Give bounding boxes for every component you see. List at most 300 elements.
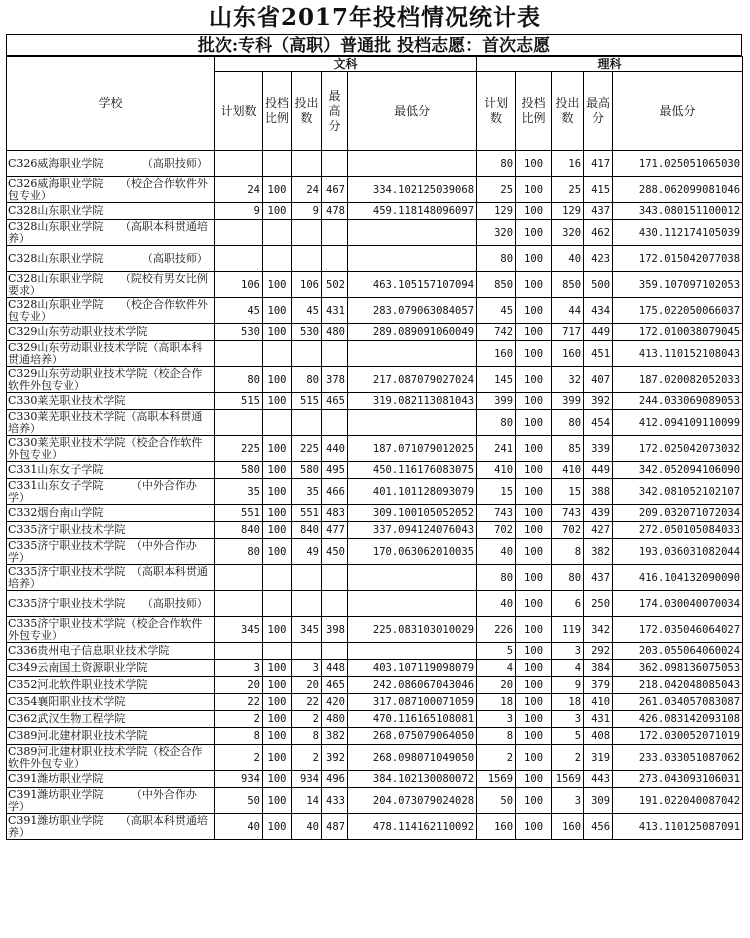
like-max-cell: 427: [584, 522, 613, 539]
like-out-cell: 3: [552, 643, 584, 660]
wenke-min-cell: [348, 643, 477, 660]
like-plan-cell: 702: [477, 522, 516, 539]
wenke-max-cell: 431: [322, 298, 348, 324]
like-max-cell: 408: [584, 728, 613, 745]
school-cell: C336贵州电子信息职业技术学院: [7, 643, 215, 660]
wenke-max-cell: 480: [322, 324, 348, 341]
wenke-out-cell: 3: [292, 660, 322, 677]
wenke-min-cell: [348, 341, 477, 367]
like-max-cell: 342: [584, 617, 613, 643]
wenke-out-cell: 49: [292, 539, 322, 565]
table-row: [7, 246, 743, 272]
like-out-cell: 5: [552, 728, 584, 745]
like-ratio-cell: 100: [516, 177, 552, 203]
like-min-cell: 416.104132090090: [613, 565, 743, 591]
table-row: [7, 393, 743, 410]
like-ratio-cell: 100: [516, 393, 552, 410]
school-cell: C335济宁职业技术学院 （中外合作办学）: [7, 539, 215, 565]
school-cell: C329山东劳动职业技术学院（校企合作软件外包专业）: [7, 367, 215, 393]
wenke-out-cell: [292, 341, 322, 367]
like-max-cell: 454: [584, 410, 613, 436]
like-min-cell: 203.055064060024: [613, 643, 743, 660]
wenke-ratio-cell: [263, 341, 292, 367]
like-min-cell: 244.033069089053: [613, 393, 743, 410]
like-plan-cell: 743: [477, 505, 516, 522]
like-min-cell: 362.098136075053: [613, 660, 743, 677]
wenke-min-cell: 319.082113081043: [348, 393, 477, 410]
like-header: 理科: [477, 57, 743, 72]
like-min-cell: 193.036031082044: [613, 539, 743, 565]
wenke-ratio-cell: 100: [263, 203, 292, 220]
like-ratio-cell: 100: [516, 565, 552, 591]
like-max-cell: 388: [584, 479, 613, 505]
like-out-cell: 1569: [552, 771, 584, 788]
wenke-out-cell: [292, 591, 322, 617]
wenke-out-cell: [292, 220, 322, 246]
school-cell: C332烟台南山学院: [7, 505, 215, 522]
wenke-ratio-header: 投档比例: [263, 72, 292, 151]
like-max-cell: 443: [584, 771, 613, 788]
wenke-min-cell: [348, 565, 477, 591]
wenke-ratio-cell: 100: [263, 677, 292, 694]
wenke-min-cell: 337.094124076043: [348, 522, 477, 539]
like-out-cell: 702: [552, 522, 584, 539]
like-max-cell: 309: [584, 788, 613, 814]
wenke-ratio-cell: 100: [263, 298, 292, 324]
wenke-ratio-cell: 100: [263, 272, 292, 298]
like-min-cell: 172.025042073032: [613, 436, 743, 462]
like-plan-cell: 241: [477, 436, 516, 462]
like-out-cell: 717: [552, 324, 584, 341]
like-plan-cell: 399: [477, 393, 516, 410]
page-title: 山东省2017年投档情况统计表: [208, 4, 541, 31]
wenke-ratio-cell: 100: [263, 660, 292, 677]
like-min-cell: 171.025051065030: [613, 151, 743, 177]
wenke-min-cell: 268.075079064050: [348, 728, 477, 745]
table-row: [7, 298, 743, 324]
wenke-min-cell: 401.101128093079: [348, 479, 477, 505]
like-ratio-cell: 100: [516, 677, 552, 694]
wenke-out-cell: 8: [292, 728, 322, 745]
wenke-min-cell: [348, 220, 477, 246]
like-out-cell: 18: [552, 694, 584, 711]
like-min-cell: 342.052094106090: [613, 462, 743, 479]
like-min-cell: 172.010038079045: [613, 324, 743, 341]
school-cell: C354襄阳职业技术学院: [7, 694, 215, 711]
like-out-cell: 25: [552, 177, 584, 203]
wenke-out-cell: 934: [292, 771, 322, 788]
table-row: [7, 771, 743, 788]
like-min-cell: 413.110125087091: [613, 814, 743, 840]
wenke-max-cell: [322, 220, 348, 246]
wenke-ratio-cell: [263, 643, 292, 660]
table-row: [7, 341, 743, 367]
wenke-max-cell: 378: [322, 367, 348, 393]
like-ratio-cell: 100: [516, 462, 552, 479]
wenke-out-cell: 106: [292, 272, 322, 298]
like-max-cell: 407: [584, 367, 613, 393]
wenke-max-cell: 496: [322, 771, 348, 788]
wenke-max-cell: 466: [322, 479, 348, 505]
wenke-out-cell: 345: [292, 617, 322, 643]
wenke-max-cell: [322, 565, 348, 591]
wenke-plan-cell: 22: [215, 694, 263, 711]
wenke-ratio-cell: 100: [263, 324, 292, 341]
wenke-out-cell: 20: [292, 677, 322, 694]
like-max-cell: 437: [584, 203, 613, 220]
wenke-max-cell: 398: [322, 617, 348, 643]
like-out-cell: 3: [552, 711, 584, 728]
table-row: [7, 677, 743, 694]
wenke-min-cell: 289.089091060049: [348, 324, 477, 341]
wenke-plan-cell: [215, 151, 263, 177]
like-max-cell: 417: [584, 151, 613, 177]
wenke-ratio-cell: [263, 151, 292, 177]
like-ratio-cell: 100: [516, 728, 552, 745]
school-cell: C329山东劳动职业技术学院（高职本科贯通培养）: [7, 341, 215, 367]
header-group-row: [7, 57, 743, 72]
school-cell: C389河北建材职业技术学院: [7, 728, 215, 745]
like-out-cell: 8: [552, 539, 584, 565]
wenke-ratio-cell: 100: [263, 462, 292, 479]
wenke-ratio-cell: [263, 246, 292, 272]
like-max-cell: 449: [584, 324, 613, 341]
school-header: 学校: [7, 57, 215, 151]
like-ratio-cell: 100: [516, 694, 552, 711]
wenke-plan-header: 计划数: [215, 72, 263, 151]
wenke-plan-cell: 35: [215, 479, 263, 505]
like-out-cell: 32: [552, 367, 584, 393]
wenke-ratio-cell: 100: [263, 711, 292, 728]
wenke-ratio-cell: [263, 565, 292, 591]
wenke-plan-cell: 2: [215, 711, 263, 728]
wenke-ratio-cell: 100: [263, 728, 292, 745]
wenke-max-cell: 465: [322, 677, 348, 694]
school-cell: C330莱芜职业技术学院: [7, 393, 215, 410]
school-cell: C331山东女子学院: [7, 462, 215, 479]
wenke-plan-cell: 580: [215, 462, 263, 479]
like-ratio-cell: 100: [516, 814, 552, 840]
wenke-ratio-cell: 100: [263, 505, 292, 522]
wenke-plan-cell: [215, 341, 263, 367]
school-cell: C391潍坊职业学院: [7, 771, 215, 788]
wenke-out-cell: 2: [292, 711, 322, 728]
wenke-min-cell: 478.114162110092: [348, 814, 477, 840]
wenke-min-cell: [348, 246, 477, 272]
wenke-min-cell: [348, 591, 477, 617]
table-row: [7, 814, 743, 840]
like-min-cell: 272.050105084033: [613, 522, 743, 539]
like-plan-cell: 160: [477, 341, 516, 367]
like-plan-cell: 1569: [477, 771, 516, 788]
school-cell: C326威海职业学院 （校企合作软件外包专业）: [7, 177, 215, 203]
wenke-ratio-cell: 100: [263, 745, 292, 771]
wenke-ratio-cell: 100: [263, 436, 292, 462]
like-plan-cell: 40: [477, 591, 516, 617]
wenke-plan-cell: [215, 246, 263, 272]
wenke-plan-cell: 2: [215, 745, 263, 771]
like-min-cell: 218.042048085043: [613, 677, 743, 694]
like-min-cell: 175.022050066037: [613, 298, 743, 324]
school-cell: C391潍坊职业学院 （中外合作办学）: [7, 788, 215, 814]
wenke-out-cell: 530: [292, 324, 322, 341]
wenke-max-cell: [322, 643, 348, 660]
like-out-cell: 850: [552, 272, 584, 298]
wenke-ratio-cell: 100: [263, 479, 292, 505]
like-plan-cell: 129: [477, 203, 516, 220]
school-cell: C335济宁职业技术学院 （高职本科贯通培养）: [7, 565, 215, 591]
wenke-plan-cell: [215, 643, 263, 660]
table-row: [7, 367, 743, 393]
like-plan-cell: 320: [477, 220, 516, 246]
like-min-cell: 172.035046064027: [613, 617, 743, 643]
wenke-plan-cell: 45: [215, 298, 263, 324]
table-row: [7, 505, 743, 522]
wenke-plan-cell: 8: [215, 728, 263, 745]
like-out-cell: 399: [552, 393, 584, 410]
school-cell: C362武汉生物工程学院: [7, 711, 215, 728]
like-max-cell: 292: [584, 643, 613, 660]
like-ratio-cell: 100: [516, 272, 552, 298]
like-out-cell: 80: [552, 410, 584, 436]
like-plan-cell: 80: [477, 410, 516, 436]
like-ratio-cell: 100: [516, 617, 552, 643]
table-row: [7, 220, 743, 246]
wenke-out-cell: 40: [292, 814, 322, 840]
table-row: [7, 462, 743, 479]
wenke-out-cell: [292, 151, 322, 177]
table-row: [7, 694, 743, 711]
like-plan-cell: 3: [477, 711, 516, 728]
school-cell: C335济宁职业技术学院 （高职技师）: [7, 591, 215, 617]
school-cell: C330莱芜职业技术学院（校企合作软件外包专业）: [7, 436, 215, 462]
wenke-ratio-cell: 100: [263, 367, 292, 393]
wenke-out-cell: 22: [292, 694, 322, 711]
like-plan-cell: 145: [477, 367, 516, 393]
like-max-cell: 319: [584, 745, 613, 771]
wenke-min-cell: [348, 151, 477, 177]
like-ratio-cell: 100: [516, 788, 552, 814]
like-max-cell: 423: [584, 246, 613, 272]
like-min-cell: 172.030052071019: [613, 728, 743, 745]
like-plan-cell: 8: [477, 728, 516, 745]
school-cell: C328山东职业学院 （校企合作软件外包专业）: [7, 298, 215, 324]
table-row: [7, 565, 743, 591]
wenke-min-cell: 187.071079012025: [348, 436, 477, 462]
wenke-min-cell: 463.105157107094: [348, 272, 477, 298]
table-row: [7, 788, 743, 814]
wenke-min-cell: 403.107119098079: [348, 660, 477, 677]
like-ratio-cell: 100: [516, 203, 552, 220]
table-row: [7, 539, 743, 565]
like-plan-cell: 80: [477, 246, 516, 272]
wenke-plan-cell: 3: [215, 660, 263, 677]
table-row: [7, 203, 743, 220]
like-out-cell: 15: [552, 479, 584, 505]
table-row: [7, 479, 743, 505]
like-ratio-cell: 100: [516, 771, 552, 788]
like-out-cell: 3: [552, 788, 584, 814]
wenke-max-cell: 448: [322, 660, 348, 677]
like-ratio-cell: 100: [516, 246, 552, 272]
wenke-max-cell: 495: [322, 462, 348, 479]
wenke-min-cell: 459.118148096097: [348, 203, 477, 220]
wenke-plan-cell: [215, 591, 263, 617]
school-cell: C330莱芜职业技术学院（高职本科贯通培养）: [7, 410, 215, 436]
like-out-cell: 40: [552, 246, 584, 272]
wenke-max-cell: 502: [322, 272, 348, 298]
like-max-cell: 392: [584, 393, 613, 410]
table-row: [7, 522, 743, 539]
like-ratio-cell: 100: [516, 660, 552, 677]
wenke-out-cell: 580: [292, 462, 322, 479]
wenke-plan-cell: 80: [215, 539, 263, 565]
like-out-cell: 6: [552, 591, 584, 617]
like-plan-cell: 2: [477, 745, 516, 771]
wenke-header: 文科: [215, 57, 477, 72]
like-min-cell: 187.020082052033: [613, 367, 743, 393]
wenke-out-cell: 14: [292, 788, 322, 814]
like-ratio-cell: 100: [516, 711, 552, 728]
wenke-max-cell: 478: [322, 203, 348, 220]
like-out-cell: 410: [552, 462, 584, 479]
wenke-plan-cell: 934: [215, 771, 263, 788]
table-row: [7, 151, 743, 177]
wenke-min-cell: 268.098071049050: [348, 745, 477, 771]
wenke-max-cell: 382: [322, 728, 348, 745]
like-ratio-cell: 100: [516, 539, 552, 565]
wenke-plan-cell: 225: [215, 436, 263, 462]
like-out-cell: 119: [552, 617, 584, 643]
table-row: [7, 643, 743, 660]
like-plan-cell: 25: [477, 177, 516, 203]
school-cell: C335济宁职业技术学院: [7, 522, 215, 539]
like-plan-header: 计划数: [477, 72, 516, 151]
like-max-cell: 384: [584, 660, 613, 677]
like-min-cell: 412.094109110099: [613, 410, 743, 436]
wenke-ratio-cell: 100: [263, 393, 292, 410]
wenke-min-cell: 225.083103010029: [348, 617, 477, 643]
wenke-ratio-cell: 100: [263, 617, 292, 643]
like-min-cell: 342.081052102107: [613, 479, 743, 505]
wenke-min-cell: 170.063062010035: [348, 539, 477, 565]
school-cell: C328山东职业学院 （院校有男女比例要求）: [7, 272, 215, 298]
wenke-ratio-cell: [263, 220, 292, 246]
like-out-cell: 16: [552, 151, 584, 177]
wenke-plan-cell: 551: [215, 505, 263, 522]
like-min-cell: 413.110152108043: [613, 341, 743, 367]
like-out-cell: 320: [552, 220, 584, 246]
like-min-cell: 430.112174105039: [613, 220, 743, 246]
school-cell: C329山东劳动职业技术学院: [7, 324, 215, 341]
table-row: [7, 660, 743, 677]
wenke-plan-cell: 50: [215, 788, 263, 814]
wenke-max-cell: 392: [322, 745, 348, 771]
wenke-out-cell: [292, 565, 322, 591]
wenke-ratio-cell: 100: [263, 814, 292, 840]
table-row: [7, 591, 743, 617]
like-max-cell: 500: [584, 272, 613, 298]
admission-table: [6, 56, 743, 840]
school-cell: C326威海职业学院 （高职技师）: [7, 151, 215, 177]
wenke-plan-cell: [215, 410, 263, 436]
like-max-cell: 437: [584, 565, 613, 591]
like-min-cell: 233.033051087062: [613, 745, 743, 771]
school-cell: C331山东女子学院 （中外合作办学）: [7, 479, 215, 505]
like-plan-cell: 45: [477, 298, 516, 324]
wenke-max-cell: 467: [322, 177, 348, 203]
wenke-plan-cell: 24: [215, 177, 263, 203]
like-ratio-cell: 100: [516, 298, 552, 324]
wenke-ratio-cell: 100: [263, 522, 292, 539]
wenke-plan-cell: [215, 565, 263, 591]
like-ratio-cell: 100: [516, 324, 552, 341]
like-plan-cell: 5: [477, 643, 516, 660]
like-min-cell: 174.030040070034: [613, 591, 743, 617]
wenke-ratio-cell: 100: [263, 694, 292, 711]
like-ratio-cell: 100: [516, 410, 552, 436]
wenke-min-cell: 384.102130080072: [348, 771, 477, 788]
school-cell: C328山东职业学院: [7, 203, 215, 220]
wenke-ratio-cell: 100: [263, 788, 292, 814]
like-min-cell: 426.083142093108: [613, 711, 743, 728]
wenke-max-cell: 433: [322, 788, 348, 814]
like-ratio-cell: 100: [516, 591, 552, 617]
wenke-out-cell: [292, 643, 322, 660]
wenke-max-cell: 477: [322, 522, 348, 539]
wenke-plan-cell: 80: [215, 367, 263, 393]
table-row: [7, 177, 743, 203]
table-body: [7, 151, 743, 840]
wenke-max-cell: [322, 410, 348, 436]
wenke-min-cell: [348, 410, 477, 436]
like-ratio-cell: 100: [516, 745, 552, 771]
wenke-out-cell: 9: [292, 203, 322, 220]
wenke-out-cell: 24: [292, 177, 322, 203]
wenke-out-cell: [292, 246, 322, 272]
like-min-cell: 172.015042077038: [613, 246, 743, 272]
like-ratio-cell: 100: [516, 151, 552, 177]
table-row: [7, 324, 743, 341]
like-max-header: 最高分: [584, 72, 613, 151]
wenke-ratio-cell: 100: [263, 771, 292, 788]
like-min-cell: 273.043093106031: [613, 771, 743, 788]
like-plan-cell: 80: [477, 565, 516, 591]
wenke-max-cell: [322, 151, 348, 177]
like-ratio-cell: 100: [516, 341, 552, 367]
like-max-cell: 431: [584, 711, 613, 728]
wenke-min-cell: 470.116165108081: [348, 711, 477, 728]
table-row: [7, 728, 743, 745]
wenke-out-cell: 35: [292, 479, 322, 505]
wenke-min-cell: 309.100105052052: [348, 505, 477, 522]
like-plan-cell: 850: [477, 272, 516, 298]
like-out-cell: 85: [552, 436, 584, 462]
wenke-max-cell: 440: [322, 436, 348, 462]
like-out-cell: 743: [552, 505, 584, 522]
wenke-min-cell: 283.079063084057: [348, 298, 477, 324]
like-out-cell: 44: [552, 298, 584, 324]
wenke-min-cell: 334.102125039068: [348, 177, 477, 203]
wenke-out-cell: [292, 410, 322, 436]
wenke-plan-cell: 345: [215, 617, 263, 643]
school-cell: C352河北软件职业技术学院: [7, 677, 215, 694]
like-ratio-cell: 100: [516, 479, 552, 505]
wenke-min-cell: 204.073079024028: [348, 788, 477, 814]
like-max-cell: 456: [584, 814, 613, 840]
school-cell: C389河北建材职业技术学院（校企合作软件外包专业）: [7, 745, 215, 771]
like-plan-cell: 742: [477, 324, 516, 341]
